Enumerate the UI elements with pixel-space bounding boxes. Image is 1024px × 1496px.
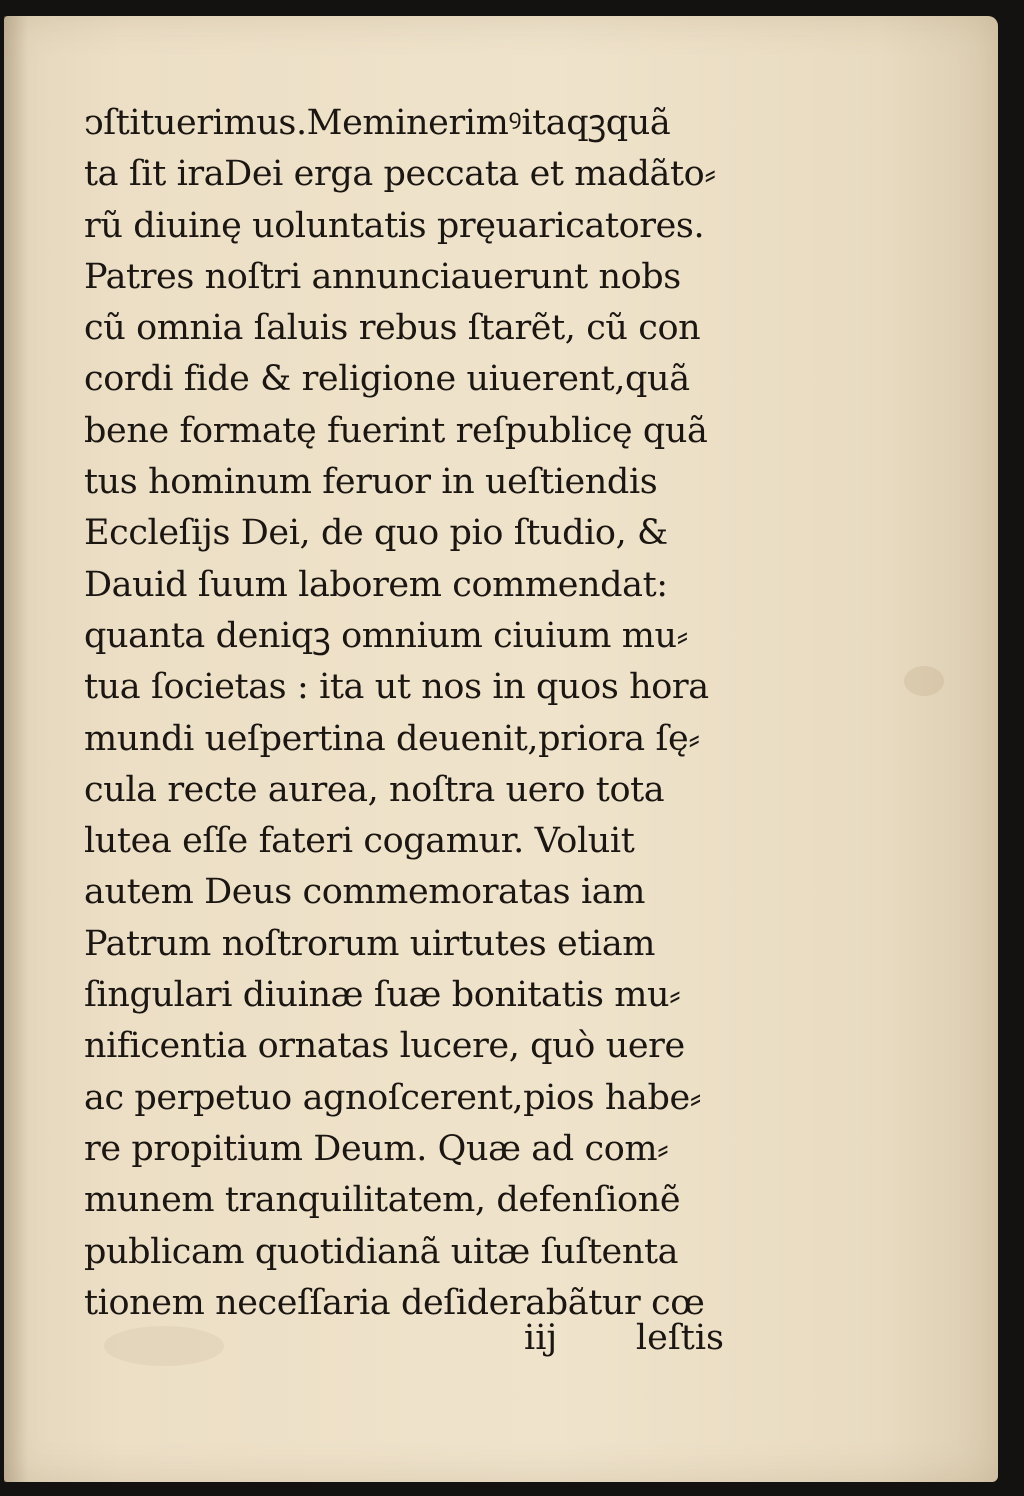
text-line: cũ omnia ſaluis rebus ſtarẽt, cũ con [84, 308, 701, 349]
text-line: Patres noſtri annunciauerunt nobs [84, 256, 681, 297]
catchword: leſtis [635, 1318, 724, 1358]
text-line: Eccleſijs Dei, de quo pio ſtudio, & [84, 513, 668, 554]
text-line: bene formatę fuerint reſpublicę quã [84, 410, 708, 451]
text-line: tus hominum feruor in ueſtiendis [84, 462, 658, 503]
text-line: Patrum noſtrorum uirtutes etiam [84, 923, 656, 964]
text-line: rũ diuinę uoluntatis pręuaricatores. [84, 205, 705, 246]
text-line: mundi ueſpertina deuenit,priora ſę⸗ [84, 718, 700, 759]
text-line: lutea eſſe fateri cogamur. Voluit [84, 821, 635, 862]
text-line: cordi fide & religione uiuerent,quã [84, 359, 690, 400]
page-text [84, 98, 724, 1329]
text-line: cula recte aurea, noſtra uero tota [84, 769, 665, 810]
text-line: quanta deniqꝫ omnium ciuium mu⸗ [84, 615, 688, 656]
text-line: autem Deus commemoratas iam [84, 872, 645, 913]
signature-mark: iij [524, 1318, 558, 1358]
text-line: ↄſtituerimus.Meminerimꝰitaqꝫquã [84, 103, 671, 143]
text-line: re propitium Deum. Quæ ad com⸗ [84, 1128, 669, 1169]
book-page [4, 16, 998, 1482]
paper-stain [904, 666, 944, 696]
page-gutter [4, 16, 28, 1482]
text-line: tionem neceſſaria deſiderabãtur cœ [84, 1282, 705, 1323]
text-line: Dauid ſuum laborem commendat: [84, 564, 668, 605]
text-line: publicam quotidianã uitæ ſuſtenta [84, 1231, 679, 1272]
text-line: nificentia ornatas lucere, quò uere [84, 1026, 685, 1067]
text-line: munem tranquilitatem, defenſionẽ [84, 1180, 681, 1221]
text-line: tua ſocietas : ita ut nos in quos hora [84, 667, 709, 708]
text-line: ſingulari diuinæ ſuæ bonitatis mu⸗ [84, 975, 681, 1016]
page-footer [524, 1313, 724, 1364]
text-line: ta ſit iraDei erga peccata et madãto⸗ [84, 154, 716, 195]
text-line: ac perpetuo agnoſcerent,pios habe⸗ [84, 1077, 702, 1118]
paper-stain [104, 1326, 224, 1366]
